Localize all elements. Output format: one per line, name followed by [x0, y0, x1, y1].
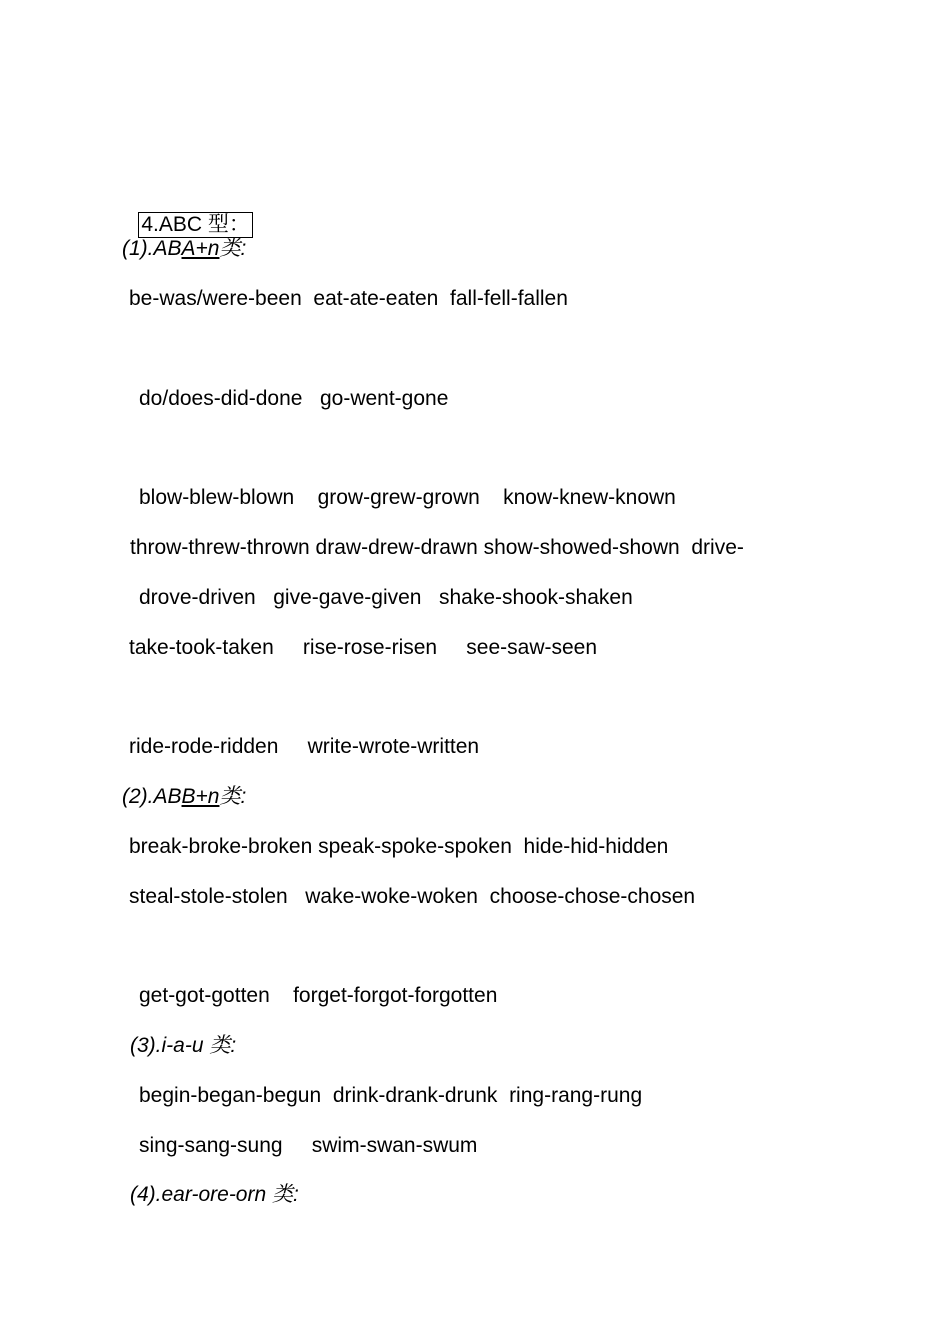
subsection-heading-3: (3).i-a-u 类:: [130, 1034, 237, 1057]
verb-line: ride-rode-ridden write-wrote-written: [129, 735, 480, 758]
subsection-heading-1: (1).ABA+n类:: [122, 237, 247, 260]
verb-line: steal-stole-stolen wake-woke-woken choose-chose-chosen: [129, 885, 696, 908]
section-title-box: 4.ABC 型：: [138, 212, 253, 238]
verb-line: begin-began-begun drink-drank-drunk ring-rang-rung: [139, 1084, 643, 1107]
verb-line: throw-threw-thrown draw-drew-drawn show-showed-shown drive-: [130, 536, 744, 559]
verb-line: blow-blew-blown grow-grew-grown know-knew-known: [139, 486, 676, 509]
verb-line: get-got-gotten forget-forgot-forgotten: [139, 984, 498, 1007]
verb-line: do/does-did-done go-went-gone: [139, 387, 449, 410]
subsection-heading-2: (2).ABB+n类:: [122, 785, 247, 808]
verb-line: break-broke-broken speak-spoke-spoken hide-hid-hidden: [129, 835, 669, 858]
verb-line: take-took-taken rise-rose-risen see-saw-seen: [129, 636, 598, 659]
verb-line: sing-sang-sung swim-swan-swum: [139, 1134, 478, 1157]
verb-line: be-was/were-been eat-ate-eaten fall-fell-fallen: [129, 287, 568, 310]
subsection-heading-4: (4).ear-ore-orn 类:: [130, 1183, 299, 1206]
verb-line: drove-driven give-gave-given shake-shook-shaken: [139, 586, 633, 609]
